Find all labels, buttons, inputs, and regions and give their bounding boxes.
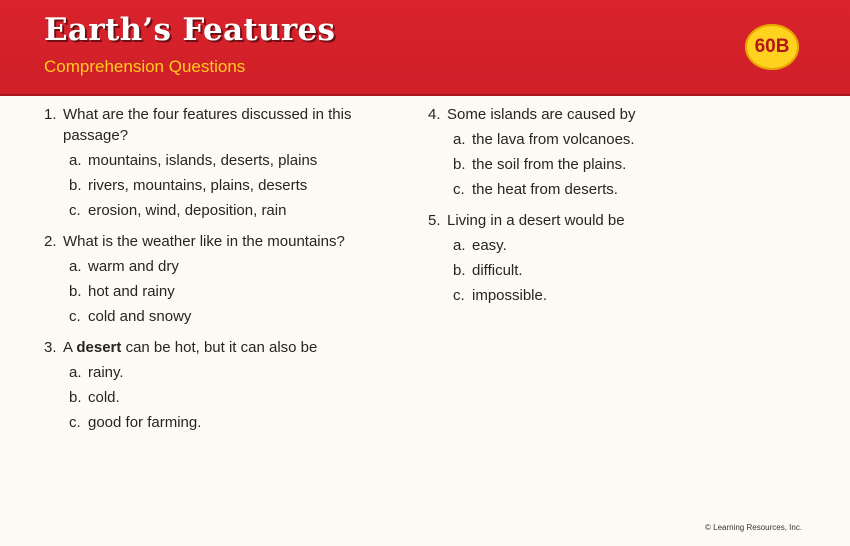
option-letter: b.: [453, 156, 466, 173]
question-number: 3.: [44, 339, 57, 356]
option-letter: c.: [69, 414, 81, 431]
right-question-column: [428, 104, 788, 316]
option-letter: a.: [69, 152, 82, 169]
question-number: 5.: [428, 212, 441, 229]
option-text: warm and dry: [88, 258, 179, 275]
question-number: 2.: [44, 233, 57, 250]
question-2: [44, 231, 404, 327]
question-text: Living in a desert would be: [447, 212, 625, 229]
option-text: rivers, mountains, plains, deserts: [88, 177, 308, 194]
answer-option: [69, 256, 404, 277]
option-text: the soil from the plains.: [472, 156, 627, 173]
answer-option: [453, 235, 788, 256]
answer-option: [69, 362, 404, 383]
question-keyword: desert: [76, 339, 122, 356]
option-text: cold and snowy: [88, 308, 192, 325]
left-question-column: [44, 104, 404, 443]
question-text-after: can be hot, but it can also be: [125, 339, 318, 356]
card-header: [0, 0, 850, 96]
copyright-notice: © Learning Resources, Inc.: [705, 523, 803, 532]
answer-option: [453, 129, 788, 150]
option-text: hot and rainy: [88, 283, 175, 300]
question-number: 4.: [428, 106, 441, 123]
answer-option: [69, 200, 404, 221]
option-letter: b.: [69, 177, 82, 194]
option-letter: a.: [69, 258, 82, 275]
answer-option: [453, 179, 788, 200]
question-3: [44, 337, 404, 433]
option-text: good for farming.: [88, 414, 202, 431]
answer-option: [453, 154, 788, 175]
option-text: erosion, wind, deposition, rain: [88, 202, 287, 219]
question-text: Some islands are caused by: [447, 106, 636, 123]
question-1: [44, 104, 404, 221]
question-5: [428, 210, 788, 306]
card-title: Earth’s Features: [44, 12, 336, 48]
answer-option: [69, 150, 404, 171]
answer-option: [69, 281, 404, 302]
question-number: 1.: [44, 106, 57, 123]
question-text: What is the weather like in the mountains?: [63, 233, 345, 250]
option-text: cold.: [88, 389, 120, 406]
option-letter: c.: [453, 287, 465, 304]
option-letter: b.: [69, 389, 82, 406]
answer-option: [69, 412, 404, 433]
option-letter: a.: [453, 131, 466, 148]
option-letter: b.: [69, 283, 82, 300]
option-letter: c.: [453, 181, 465, 198]
question-text: What are the four features discussed in this passage?: [63, 106, 352, 144]
option-letter: b.: [453, 262, 466, 279]
answer-option: [69, 175, 404, 196]
option-text: the lava from volcanoes.: [472, 131, 635, 148]
question-text-before: A: [63, 339, 73, 356]
card-number-badge: 60B: [745, 24, 799, 70]
question-4: [428, 104, 788, 200]
option-letter: a.: [69, 364, 82, 381]
question-stem: [428, 104, 788, 125]
option-text: impossible.: [472, 287, 548, 304]
option-text: the heat from deserts.: [472, 181, 618, 198]
question-stem: [44, 231, 404, 252]
question-text: [63, 337, 404, 358]
answer-option: [453, 260, 788, 281]
card-subtitle: Comprehension Questions: [44, 57, 246, 76]
option-text: difficult.: [472, 262, 523, 279]
answer-option: [453, 285, 788, 306]
option-text: mountains, islands, deserts, plains: [88, 152, 318, 169]
option-letter: c.: [69, 202, 81, 219]
option-text: easy.: [472, 237, 507, 254]
question-stem: [428, 210, 788, 231]
answer-option: [69, 387, 404, 408]
option-text: rainy.: [88, 364, 124, 381]
question-stem: [44, 337, 404, 358]
answer-option: [69, 306, 404, 327]
option-letter: a.: [453, 237, 466, 254]
question-stem: [44, 104, 404, 146]
option-letter: c.: [69, 308, 81, 325]
